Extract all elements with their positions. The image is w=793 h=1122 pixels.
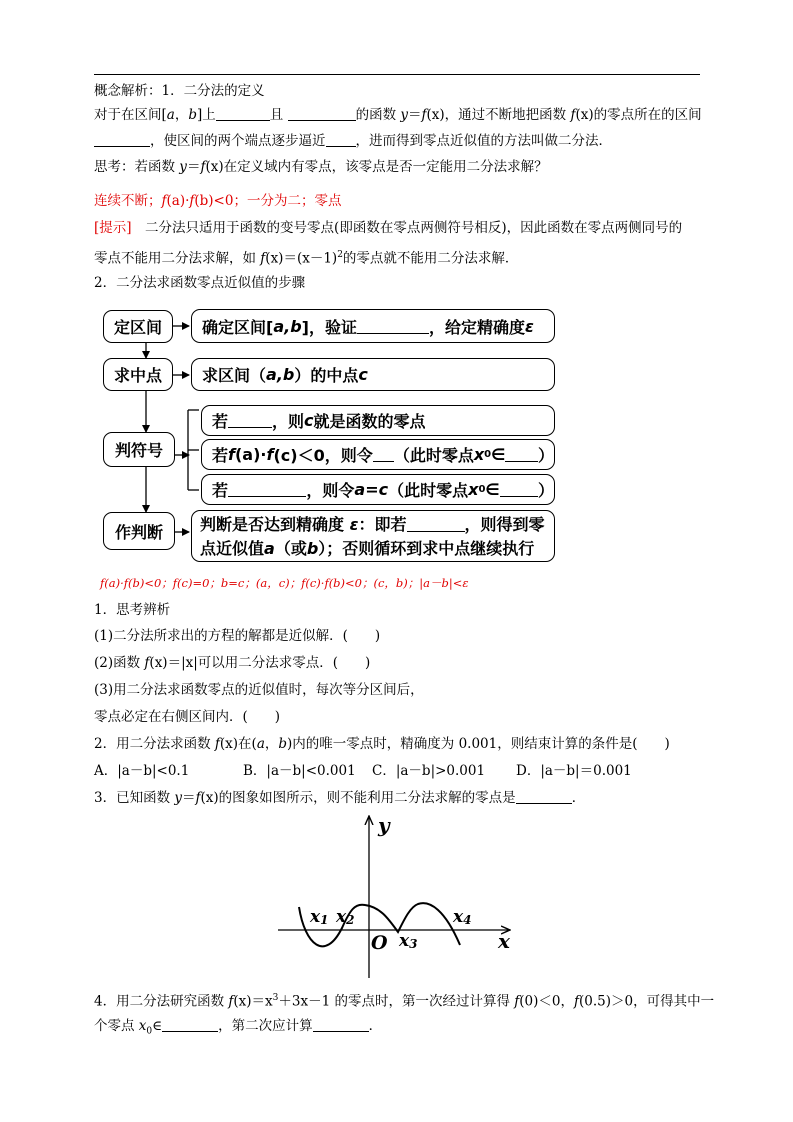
blank — [313, 1019, 369, 1032]
function-graph — [270, 810, 520, 985]
step-check-sign: 判符号 — [103, 432, 175, 467]
exercise-1-heading: 1．思考辨析 — [94, 602, 171, 618]
exercise-1-1: (1)二分法所求出的方程的解都是近似解．( ) — [94, 628, 381, 644]
origin-label: O — [371, 932, 388, 954]
step-judge: 作判断 — [103, 512, 175, 550]
detail-judge: 判断是否达到精确度 ε：即若 ，则得到零 点近似值a（或b）；否则循环到求中点继续执行 — [191, 510, 555, 562]
exercise-3: 3．已知函数 y＝f(x)的图象如图所示，则不能利用二分法求解的零点是 ． — [94, 790, 586, 806]
step-find-midpoint: 求中点 — [103, 358, 173, 391]
zero-label-x2: x2 — [336, 907, 355, 927]
hint-line-2: 零点不能用二分法求解，如 $f(x)=(x-1)^2$的零点就不能用二分法求解． — [94, 250, 519, 267]
detail-case-left: 若 f (a)· f (c)＜0，则令 （此时零点 x 0 ∈ ） — [201, 439, 555, 470]
exercise-2-option-d: D．|a－b|＝0.001 — [516, 763, 632, 779]
blank — [357, 319, 429, 334]
detail-case-zero: 若 ，则 c 就是函数的零点 — [201, 405, 555, 436]
exercise-2-option-c: C．|a－b|>0.001 — [372, 763, 486, 779]
flowchart-answers: f(a)·f(b)<0；f(c)=0；b=c；(a，c)；f(c)·f(b)<0；(c，b)；|a－b|<ε — [100, 576, 469, 590]
definition-answer: 连续不断；f(a)·f(b)<0；一分为二；零点 — [94, 193, 342, 209]
y-axis-label: y — [378, 813, 390, 837]
exercise-1-3: (3)用二分法求函数零点的近似值时，每次等分区间后， — [94, 682, 424, 698]
exercise-4-cont: 个零点 $x_0\in$ ，第二次应计算 ． — [94, 1018, 383, 1037]
blank — [228, 413, 272, 428]
zero-label-x1: x1 — [310, 907, 329, 927]
blank — [162, 1019, 218, 1032]
exercise-2-option-b: B．|a－b|<0.001 — [243, 763, 356, 779]
blank — [373, 447, 394, 462]
definition-line-1: 对于在区间[a，b]上 且 的函数 y＝f(x)，通过不断地把函数 f(x)的零点所在的区间 — [94, 107, 702, 123]
blank — [500, 482, 538, 497]
step-define-interval: 定区间 — [103, 310, 173, 343]
steps-heading: 2．二分法求函数零点近似值的步骤 — [94, 275, 306, 291]
zero-label-x4: x4 — [453, 907, 472, 927]
definition-line-2: ，使区间的两个端点逐步逼近 ，进而得到零点近似值的方法叫做二分法． — [94, 132, 612, 150]
blank — [505, 447, 538, 462]
x-axis-label: x — [498, 929, 510, 953]
exercise-1-2: (2)函数 f(x)＝|x|可以用二分法求零点．( ) — [94, 655, 371, 671]
detail-define-interval: 确定区间[ a,b ]，验证 ，给定精确度 ε — [191, 309, 555, 343]
concept-heading: 概念解析：1．二分法的定义 — [94, 83, 265, 99]
blank — [407, 517, 465, 532]
blank — [228, 482, 306, 497]
zero-label-x3: x3 — [399, 931, 418, 951]
think-question: 思考：若函数 y＝f(x)在定义域内有零点，该零点是否一定能用二分法求解？ — [94, 159, 548, 175]
blank — [516, 791, 572, 804]
hint-line-1: [提示] 二分法只适用于函数的变号零点(即函数在零点两侧符号相反)，因此函数在零点两侧同号的 — [94, 220, 683, 236]
exercise-2-option-a: A．|a－b|<0.1 — [94, 763, 190, 779]
exercise-4: 4．用二分法研究函数 $f(x)=x^3+3x-1$ 的零点时，第一次经过计算得 f(0)＜0，f(0.5)＞0，可得其中一 — [94, 993, 715, 1010]
exercise-1-3-cont: 零点必定在右侧区间内．( ) — [94, 709, 281, 725]
detail-case-right: 若 ，则令 a = c （此时零点 x 0 ∈ ） — [201, 474, 555, 505]
detail-find-midpoint: 求区间（ a,b ）的中点 c — [191, 358, 555, 391]
exercise-2: 2．用二分法求函数 f(x)在(a，b)内的唯一零点时，精确度为 0.001，则结束计算的条件是( ) — [94, 736, 670, 752]
hint-tag: [提示] — [94, 220, 132, 236]
